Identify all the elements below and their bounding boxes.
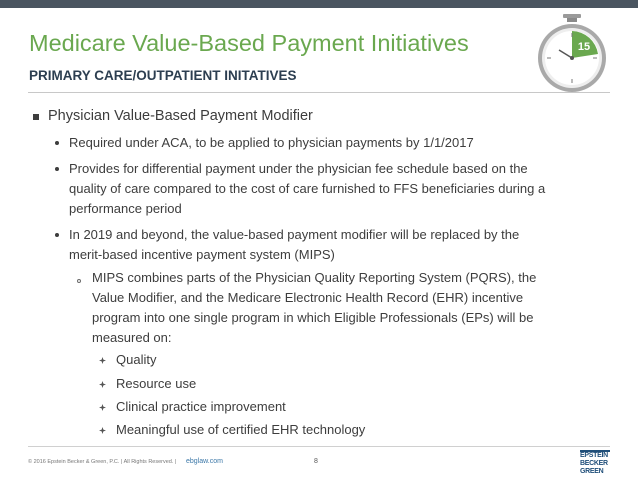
sub-line: Value Modifier, and the Medicare Electronic Health Record (EHR) incentive [92, 290, 524, 305]
stopwatch-icon [532, 14, 612, 94]
diamond-bullet-icon [99, 427, 106, 434]
bullet-icon [55, 141, 59, 145]
bullet-line: Provides for differential payment under the physician fee schedule based on the [69, 161, 528, 176]
bullet-line: quality of care compared to the cost of care furnished to FFS beneficiaries during a [69, 181, 546, 196]
footer-divider [28, 446, 610, 447]
logo-line: BECKER [580, 460, 608, 467]
sub-line: measured on: [92, 330, 172, 345]
bullet-icon [55, 167, 59, 171]
measure-item: Resource use [116, 376, 197, 391]
bullet-item: Required under ACA, to be applied to physician payments by 1/1/2017 [69, 135, 474, 150]
measure-item: Meaningful use of certified EHR technology [116, 422, 366, 437]
timer-value: 15 [577, 41, 591, 53]
bullet-line: performance period [69, 201, 182, 216]
diamond-bullet-icon [99, 404, 106, 411]
sub-line: program into one single program in which Eligible Professionals (EPs) will be [92, 310, 534, 325]
square-bullet-icon [33, 114, 39, 120]
measure-item: Clinical practice improvement [116, 399, 286, 414]
sub-line: MIPS combines parts of the Physician Quality Reporting System (PQRS), the [92, 270, 537, 285]
logo-line: EPSTEIN [580, 450, 610, 460]
slide-subtitle: PRIMARY CARE/OUTPATIENT INITATIVES [29, 68, 297, 83]
diamond-bullet-icon [99, 357, 106, 364]
copyright-text: © 2016 Epstein Becker & Green, P.C. | All Rights Reserved. | [28, 459, 177, 465]
bullet-icon [55, 233, 59, 237]
page-number: 8 [314, 458, 318, 465]
website-link[interactable]: ebglaw.com [186, 458, 223, 465]
measure-item: Quality [116, 352, 157, 367]
level1-item: Physician Value-Based Payment Modifier [48, 108, 313, 124]
header-divider [28, 92, 610, 93]
logo-line: GREEN [580, 468, 604, 475]
diamond-bullet-icon [99, 381, 106, 388]
bullet-line: In 2019 and beyond, the value-based payment modifier will be replaced by the [69, 227, 520, 242]
firm-logo [580, 450, 610, 478]
circle-bullet-icon [77, 279, 81, 283]
slide-title: Medicare Value-Based Payment Initiatives [29, 30, 469, 56]
top-bar [0, 0, 638, 8]
bullet-line: merit-based incentive payment system (MIPS) [69, 247, 335, 262]
